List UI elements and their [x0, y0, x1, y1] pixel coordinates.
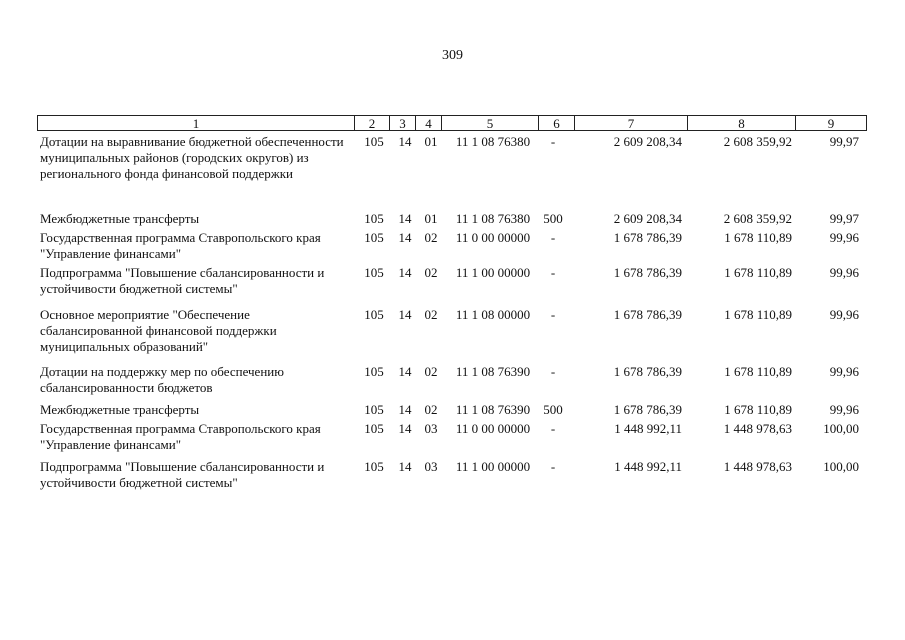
row-col-4: 03	[424, 421, 438, 436]
row-col-5: 11 1 00 00000	[455, 265, 531, 280]
row-col-3: 14	[398, 265, 412, 280]
row-name: Подпрограмма "Повышение сбалансированности и устойчивости бюджетной системы"	[40, 265, 325, 296]
row-col-5: 11 1 08 00000	[455, 307, 531, 322]
row-col-7: 2 609 208,34	[613, 134, 682, 149]
row-col-9: 99,96	[829, 364, 859, 379]
header-col-3: 3	[389, 115, 416, 131]
row-col-2: 105	[364, 402, 384, 417]
row-col-8: 1 678 110,89	[724, 364, 792, 379]
row-col-6: -	[550, 307, 556, 322]
row-col-5: 11 1 00 00000	[455, 459, 531, 474]
header-col-4: 4	[415, 115, 442, 131]
row-col-8: 1 678 110,89	[724, 402, 792, 417]
row-col-8: 2 608 359,92	[723, 211, 792, 226]
row-col-5: 11 1 08 76380	[455, 211, 531, 226]
row-col-2: 105	[364, 364, 384, 379]
row-col-4: 01	[424, 134, 438, 149]
row-col-7: 1 448 992,11	[614, 459, 682, 474]
row-col-4: 02	[424, 402, 438, 417]
header-col-7: 7	[574, 115, 688, 131]
row-col-2: 105	[364, 230, 384, 245]
header-col-5: 5	[441, 115, 539, 131]
row-col-8: 2 608 359,92	[723, 134, 792, 149]
row-col-9: 99,96	[829, 307, 859, 322]
table-header	[37, 115, 867, 131]
row-col-2: 105	[364, 211, 384, 226]
row-col-3: 14	[398, 230, 412, 245]
header-col-6: 6	[538, 115, 575, 131]
row-col-8: 1 678 110,89	[724, 307, 792, 322]
row-col-6: 500	[543, 402, 563, 417]
row-name: Основное мероприятие "Обеспечение сбалансированной финансовой поддержки муниципальных образований"	[40, 307, 277, 354]
row-col-7: 2 609 208,34	[613, 211, 682, 226]
page-number: 309	[442, 48, 463, 63]
row-col-4: 02	[424, 230, 438, 245]
row-col-4: 02	[424, 265, 438, 280]
row-col-6: -	[550, 265, 556, 280]
row-col-3: 14	[398, 134, 412, 149]
row-col-8: 1 448 978,63	[723, 459, 792, 474]
row-col-8: 1 448 978,63	[723, 421, 792, 436]
row-col-8: 1 678 110,89	[724, 265, 792, 280]
row-col-3: 14	[398, 364, 412, 379]
row-col-9: 99,96	[829, 265, 859, 280]
row-col-7: 1 678 786,39	[613, 402, 682, 417]
header-col-9: 9	[795, 115, 867, 131]
row-col-5: 11 1 08 76390	[455, 364, 531, 379]
row-col-2: 105	[364, 307, 384, 322]
row-col-4: 01	[424, 211, 438, 226]
row-col-6: -	[550, 421, 556, 436]
row-col-3: 14	[398, 211, 412, 226]
row-name: Межбюджетные трансферты	[40, 402, 200, 417]
row-col-6: -	[550, 230, 556, 245]
row-col-6: 500	[543, 211, 563, 226]
row-col-7: 1 678 786,39	[613, 364, 682, 379]
row-col-9: 100,00	[823, 421, 859, 436]
row-col-2: 105	[364, 134, 384, 149]
row-col-9: 99,97	[829, 211, 859, 226]
row-col-5: 11 1 08 76380	[455, 134, 531, 149]
row-col-4: 02	[424, 364, 438, 379]
row-name: Дотации на поддержку мер по обеспечению сбалансированности бюджетов	[40, 364, 284, 395]
header-col-2: 2	[354, 115, 390, 131]
row-col-7: 1 678 786,39	[613, 307, 682, 322]
row-col-5: 11 0 00 00000	[455, 230, 531, 245]
row-col-2: 105	[364, 421, 384, 436]
row-name: Подпрограмма "Повышение сбалансированности и устойчивости бюджетной системы"	[40, 459, 325, 490]
row-col-6: -	[550, 459, 556, 474]
row-col-6: -	[550, 134, 556, 149]
row-col-9: 99,96	[829, 402, 859, 417]
header-col-1: 1	[37, 115, 355, 131]
row-col-2: 105	[364, 265, 384, 280]
row-name: Межбюджетные трансферты	[40, 211, 200, 226]
row-col-9: 99,97	[829, 134, 859, 149]
row-name: Государственная программа Ставропольского края "Управление финансами"	[40, 230, 321, 261]
row-name: Дотации на выравнивание бюджетной обеспеченности муниципальных районов (городских округов) из регионального фонда финансовой поддержки	[40, 134, 344, 181]
row-col-9: 99,96	[829, 230, 859, 245]
row-col-5: 11 1 08 76390	[455, 402, 531, 417]
row-col-8: 1 678 110,89	[724, 230, 792, 245]
row-col-7: 1 448 992,11	[614, 421, 682, 436]
header-col-8: 8	[687, 115, 796, 131]
row-col-7: 1 678 786,39	[613, 230, 682, 245]
row-name: Государственная программа Ставропольского края "Управление финансами"	[40, 421, 321, 452]
row-col-4: 02	[424, 307, 438, 322]
row-col-7: 1 678 786,39	[613, 265, 682, 280]
row-col-6: -	[550, 364, 556, 379]
row-col-2: 105	[364, 459, 384, 474]
row-col-4: 03	[424, 459, 438, 474]
row-col-3: 14	[398, 307, 412, 322]
row-col-9: 100,00	[823, 459, 859, 474]
row-col-5: 11 0 00 00000	[455, 421, 531, 436]
row-col-3: 14	[398, 421, 412, 436]
row-col-3: 14	[398, 459, 412, 474]
row-col-3: 14	[398, 402, 412, 417]
